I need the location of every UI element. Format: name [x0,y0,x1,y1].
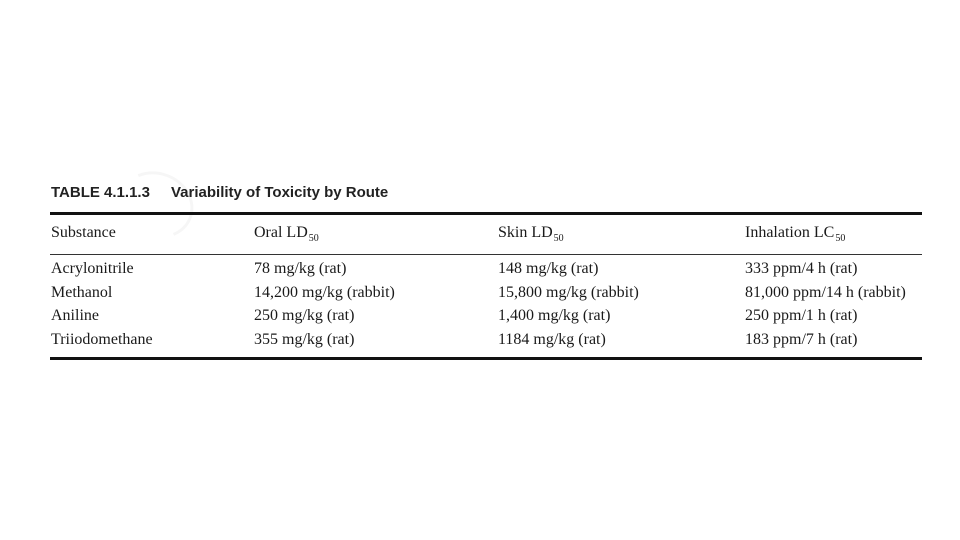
table-row [51,284,931,306]
cell-skin: 1,400 mg/kg (rat) [498,307,611,324]
cell-oral: 78 mg/kg (rat) [254,260,347,277]
cell-skin: 1184 mg/kg (rat) [498,331,606,348]
cell-oral: 14,200 mg/kg (rabbit) [254,284,395,301]
table-bottom-rule [50,357,922,360]
cell-substance: Methanol [51,284,113,301]
cell-inhalation: 183 ppm/7 h (rat) [745,331,858,348]
header-inhalation-lc50: Inhalation $LC_{50}$ [745,224,846,244]
cell-skin: 148 mg/kg (rat) [498,260,599,277]
table-row [51,307,931,329]
table-header-row [51,224,931,246]
table-row [51,260,931,282]
table-header-rule [50,254,922,255]
cell-substance: Aniline [51,307,99,324]
table-title: Variability of Toxicity by Route [171,184,389,201]
header-substance: Substance [51,224,116,241]
cell-oral: 355 mg/kg (rat) [254,331,355,348]
cell-inhalation: 333 ppm/4 h (rat) [745,260,858,277]
cell-inhalation: 250 ppm/1 h (rat) [745,307,858,324]
table-number: TABLE 4.1.1.3 [51,184,150,201]
cell-substance: Acrylonitrile [51,260,134,277]
cell-oral: 250 mg/kg (rat) [254,307,355,324]
table-row [51,331,931,353]
cell-substance: Triiodomethane [51,331,153,348]
cell-skin: 15,800 mg/kg (rabbit) [498,284,639,301]
cell-inhalation: 81,000 ppm/14 h (rabbit) [745,284,906,301]
table-caption [51,184,388,201]
table-top-rule [50,212,922,215]
header-oral-ld50: Oral $LD_{50}$ [254,224,319,244]
header-skin-ld50: Skin $LD_{50}$ [498,224,564,244]
